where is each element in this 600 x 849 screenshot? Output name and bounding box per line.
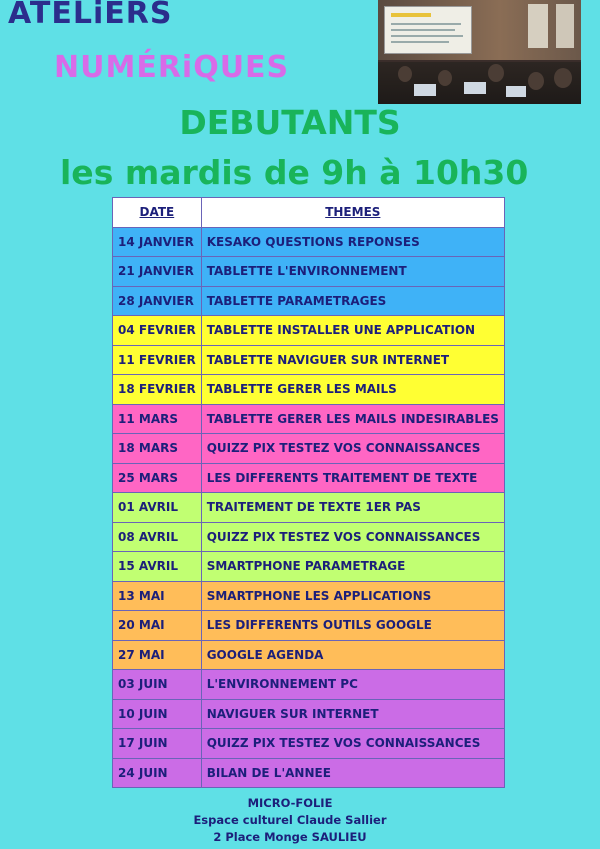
row-date: 20 MAI (113, 611, 202, 641)
row-date: 25 MARS (113, 463, 202, 493)
venue-address (0, 795, 580, 846)
row-theme: TABLETTE NAVIGUER SUR INTERNET (201, 345, 504, 375)
table-row (113, 316, 505, 346)
table-row (113, 729, 505, 759)
row-theme: QUIZZ PIX TESTEZ VOS CONNAISSANCES (201, 434, 504, 464)
row-date: 01 AVRIL (113, 493, 202, 523)
row-theme: LES DIFFERENTS OUTILS GOOGLE (201, 611, 504, 641)
schedule-table (112, 197, 505, 788)
row-theme: SMARTPHONE LES APPLICATIONS (201, 581, 504, 611)
venue-street: 2 Place Monge SAULIEU (213, 830, 367, 844)
table-row (113, 581, 505, 611)
row-date: 24 JUIN (113, 758, 202, 788)
workshop-photo (378, 0, 581, 104)
table-row (113, 463, 505, 493)
row-date: 03 JUIN (113, 670, 202, 700)
table-row (113, 434, 505, 464)
table-row (113, 699, 505, 729)
row-date: 10 JUIN (113, 699, 202, 729)
row-theme: GOOGLE AGENDA (201, 640, 504, 670)
table-row (113, 522, 505, 552)
row-theme: QUIZZ PIX TESTEZ VOS CONNAISSANCES (201, 729, 504, 759)
subtitle-schedule: les mardis de 9h à 10h30 (60, 153, 529, 192)
table-row (113, 493, 505, 523)
row-date: 08 AVRIL (113, 522, 202, 552)
row-theme: TABLETTE GERER LES MAILS INDESIRABLES (201, 404, 504, 434)
subtitle-level: DEBUTANTS (179, 103, 401, 142)
row-theme: SMARTPHONE PARAMETRAGE (201, 552, 504, 582)
column-header-themes: THEMES (201, 198, 504, 228)
table-row (113, 375, 505, 405)
row-date: 18 FEVRIER (113, 375, 202, 405)
table-row (113, 670, 505, 700)
table-row (113, 286, 505, 316)
table-row (113, 552, 505, 582)
table-row (113, 404, 505, 434)
title-ateliers: ATELiERS (8, 0, 173, 31)
venue-name: MICRO-FOLIE (247, 796, 333, 810)
table-row (113, 257, 505, 287)
table-row (113, 640, 505, 670)
row-date: 21 JANVIER (113, 257, 202, 287)
table-row (113, 227, 505, 257)
row-date: 28 JANVIER (113, 286, 202, 316)
row-date: 13 MAI (113, 581, 202, 611)
column-header-date: DATE (113, 198, 202, 228)
row-theme: NAVIGUER SUR INTERNET (201, 699, 504, 729)
row-theme: LES DIFFERENTS TRAITEMENT DE TEXTE (201, 463, 504, 493)
row-date: 14 JANVIER (113, 227, 202, 257)
row-date: 11 FEVRIER (113, 345, 202, 375)
row-theme: TABLETTE L'ENVIRONNEMENT (201, 257, 504, 287)
row-theme: L'ENVIRONNEMENT PC (201, 670, 504, 700)
row-theme: QUIZZ PIX TESTEZ VOS CONNAISSANCES (201, 522, 504, 552)
row-theme: BILAN DE L'ANNEE (201, 758, 504, 788)
row-date: 15 AVRIL (113, 552, 202, 582)
row-theme: TABLETTE INSTALLER UNE APPLICATION (201, 316, 504, 346)
table-row (113, 611, 505, 641)
row-date: 27 MAI (113, 640, 202, 670)
table-row (113, 345, 505, 375)
row-date: 04 FEVRIER (113, 316, 202, 346)
row-theme: TABLETTE GERER LES MAILS (201, 375, 504, 405)
row-theme: TABLETTE PARAMETRAGES (201, 286, 504, 316)
table-row (113, 758, 505, 788)
venue-building: Espace culturel Claude Sallier (193, 813, 387, 827)
row-date: 18 MARS (113, 434, 202, 464)
title-numeriques: NUMÉRiQUES (54, 50, 290, 85)
row-date: 17 JUIN (113, 729, 202, 759)
row-date: 11 MARS (113, 404, 202, 434)
row-theme: TRAITEMENT DE TEXTE 1ER PAS (201, 493, 504, 523)
row-theme: KESAKO QUESTIONS REPONSES (201, 227, 504, 257)
